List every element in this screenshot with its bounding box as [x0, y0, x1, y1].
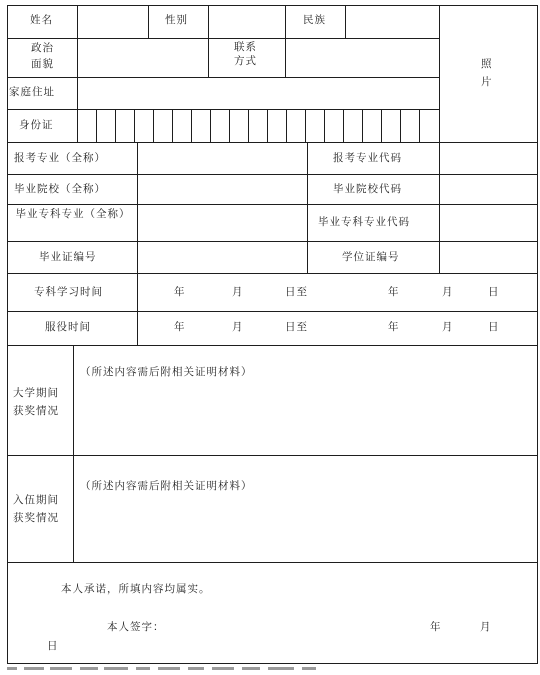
rule-row5 — [7, 174, 537, 175]
rule-awards-1 — [73, 345, 74, 455]
label-address: 家庭住址 — [9, 86, 55, 98]
rule-id-9 — [248, 109, 249, 142]
label-ethnicity: 民族 — [303, 14, 326, 26]
study-day-to: 日至 — [285, 286, 308, 298]
label-service-awards-2: 获奖情况 — [13, 512, 59, 524]
service-day-to: 日至 — [285, 321, 308, 333]
pledge-year: 年 — [430, 621, 442, 633]
rule-id-16 — [381, 109, 382, 142]
rule-row2 — [7, 77, 439, 78]
rule-row12 — [7, 562, 537, 563]
label-specialist-major-code: 毕业专科专业代码 — [318, 216, 410, 228]
rule-row8 — [7, 273, 537, 274]
rule-row9 — [7, 311, 537, 312]
service-month-end: 月 — [442, 321, 454, 333]
label-college-awards-2: 获奖情况 — [13, 405, 59, 417]
label-school-full: 毕业院校（全称） — [14, 183, 106, 195]
college-awards-note: （所述内容需后附相关证明材料） — [80, 366, 253, 378]
label-degree-no: 学位证编号 — [342, 251, 400, 263]
label-diploma-no: 毕业证编号 — [39, 251, 97, 263]
rule-bottom — [7, 663, 537, 664]
rule-row4 — [7, 142, 537, 143]
study-month-end: 月 — [442, 286, 454, 298]
label-major-full: 报考专业（全称） — [14, 152, 106, 164]
rule-row11 — [7, 455, 537, 456]
cropped-text-strip — [0, 667, 540, 675]
rule-left — [7, 5, 8, 664]
label-school-code: 毕业院校代码 — [333, 183, 402, 195]
label-photo-1: 照 — [481, 58, 493, 70]
rule-row10 — [7, 345, 537, 346]
rule-id-1 — [96, 109, 97, 142]
rule-id-2 — [115, 109, 116, 142]
rule-r1-d — [285, 5, 286, 77]
label-major-code: 报考专业代码 — [333, 152, 402, 164]
rule-row1 — [7, 38, 439, 39]
rule-r1-a — [77, 5, 78, 109]
rule-r1-c — [208, 5, 209, 77]
rule-r1-b — [148, 5, 149, 38]
rule-id-0 — [77, 109, 78, 142]
rule-id-3 — [134, 109, 135, 142]
rule-id-7 — [210, 109, 211, 142]
rule-photo-left — [439, 5, 440, 273]
rule-top — [7, 5, 537, 6]
label-service-awards-1: 入伍期间 — [13, 494, 59, 506]
pledge-month: 月 — [480, 621, 492, 633]
rule-id-11 — [286, 109, 287, 142]
label-specialist-major-full: 毕业专科专业（全称） — [15, 208, 131, 220]
label-id-card: 身份证 — [19, 119, 54, 131]
rule-id-6 — [191, 109, 192, 142]
rule-id-5 — [172, 109, 173, 142]
study-year-end: 年 — [388, 286, 400, 298]
label-college-awards-1: 大学期间 — [13, 387, 59, 399]
rule-time — [137, 273, 138, 345]
label-gender: 性别 — [165, 14, 188, 26]
label-political-2: 面貌 — [31, 58, 54, 70]
service-month: 月 — [232, 321, 244, 333]
rule-id-14 — [343, 109, 344, 142]
service-year: 年 — [174, 321, 186, 333]
rule-id-18 — [419, 109, 420, 142]
rule-id-13 — [324, 109, 325, 142]
pledge-day: 日 — [47, 640, 59, 652]
rule-row7 — [7, 241, 537, 242]
label-service-period: 服役时间 — [45, 321, 91, 333]
service-year-end: 年 — [388, 321, 400, 333]
label-contact-2: 方式 — [234, 55, 257, 67]
rule-row6 — [7, 204, 537, 205]
rule-row3 — [7, 109, 439, 110]
label-name: 姓名 — [30, 14, 53, 26]
study-day-end: 日 — [488, 286, 500, 298]
rule-awards-2 — [73, 455, 74, 562]
label-study-period: 专科学习时间 — [34, 286, 103, 298]
label-photo-2: 片 — [481, 76, 493, 88]
rule-id-15 — [362, 109, 363, 142]
label-political-1: 政治 — [31, 42, 54, 54]
rule-right — [537, 5, 538, 664]
study-month: 月 — [232, 286, 244, 298]
rule-mid-right — [307, 142, 308, 273]
rule-r1-e — [345, 5, 346, 38]
service-day-end: 日 — [488, 321, 500, 333]
signature-label: 本人签字： — [107, 621, 165, 633]
rule-id-12 — [305, 109, 306, 142]
rule-mid-left — [137, 142, 138, 273]
rule-id-4 — [153, 109, 154, 142]
rule-id-17 — [400, 109, 401, 142]
service-awards-note: （所述内容需后附相关证明材料） — [80, 480, 253, 492]
pledge-statement: 本人承诺，所填内容均属实。 — [61, 583, 211, 595]
label-contact-1: 联系 — [234, 41, 257, 53]
rule-id-8 — [229, 109, 230, 142]
rule-id-10 — [267, 109, 268, 142]
study-year: 年 — [174, 286, 186, 298]
